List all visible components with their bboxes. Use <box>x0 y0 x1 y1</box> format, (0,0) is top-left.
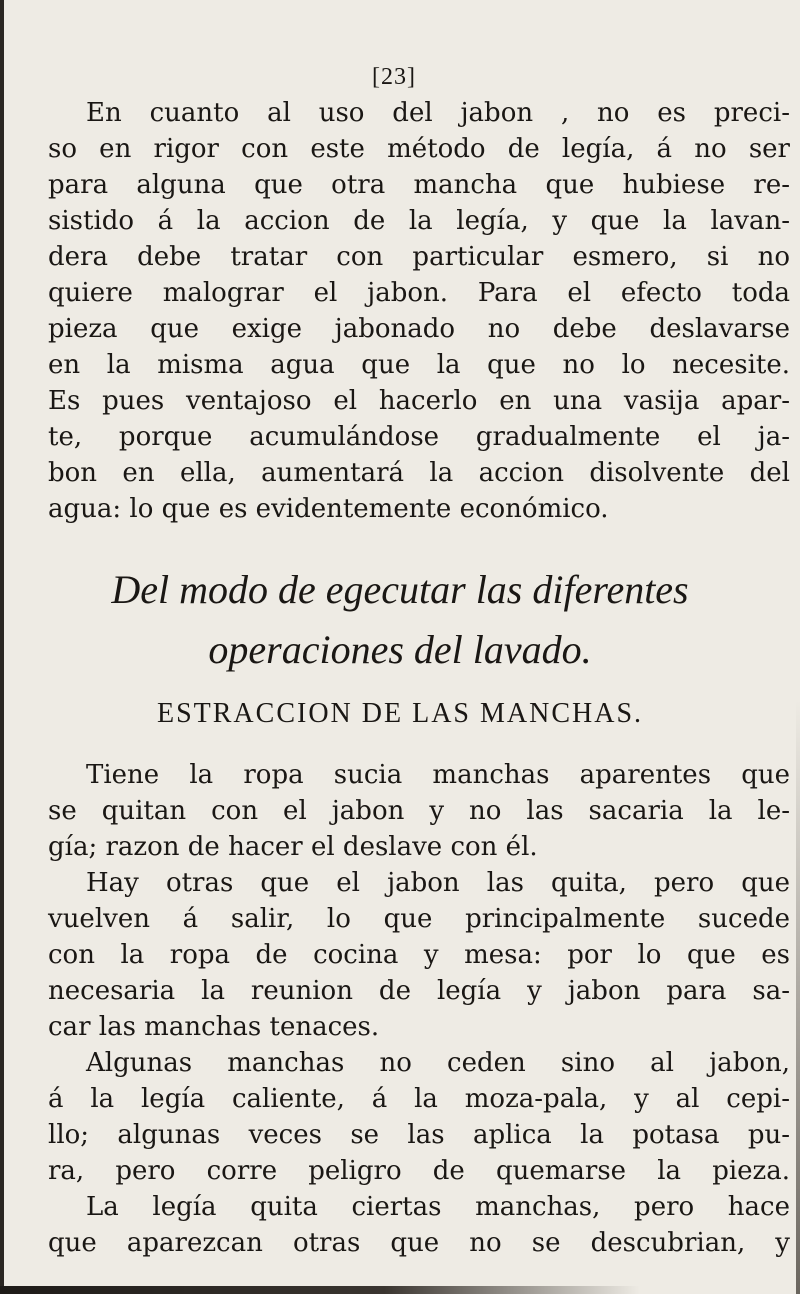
paragraph-1-line: para alguna que otra mancha que hubiese re- <box>48 170 790 200</box>
paragraph-5-line: La legía quita ciertas manchas, pero hace <box>86 1192 790 1222</box>
paragraph-3-line: Hay otras que el jabon las quita, pero que <box>86 868 790 898</box>
paragraph-2-line: Tiene la ropa sucia manchas aparentes que <box>86 760 790 790</box>
paragraph-1-line: quiere malograr el jabon. Para el efecto toda <box>48 278 790 308</box>
paragraph-3-line: vuelven á salir, lo que principalmente sucede <box>48 904 790 934</box>
paragraph-2-line: se quitan con el jabon y no las sacaria la le- <box>48 796 790 826</box>
section-heading-line: operaciones del lavado. <box>208 627 592 672</box>
paragraph-1-line: sistido á la accion de la legía, y que la lavan- <box>48 206 790 236</box>
paragraph-3-line: con la ropa de cocina y mesa: por lo que es <box>48 940 790 970</box>
paragraph-4-line: á la legía caliente, á la moza-pala, y al cepi- <box>48 1084 790 1114</box>
paragraph-1-line: so en rigor con este método de legía, á no ser <box>48 134 790 164</box>
subheading: ESTRACCION DE LAS MANCHAS. <box>156 698 644 729</box>
paragraph-4-line: Algunas manchas no ceden sino al jabon, <box>86 1048 790 1078</box>
paragraph-1-line: en la misma agua que la que no lo necesite. <box>48 350 790 380</box>
page-bottom-edge <box>0 1286 640 1294</box>
paragraph-2-line: gía; razon de hacer el deslave con él. <box>48 832 538 862</box>
paragraph-1-line: Es pues ventajoso el hacerlo en una vasija apar- <box>48 386 790 416</box>
paragraph-1-line: dera debe tratar con particular esmero, si no <box>48 242 790 272</box>
section-heading-line: Del modo de egecutar las diferentes <box>111 567 689 612</box>
page-right-shadow <box>796 700 800 1294</box>
paragraph-4-line: ra, pero corre peligro de quemarse la pieza. <box>48 1156 790 1186</box>
paragraph-1-line: En cuanto al uso del jabon , no es preci- <box>86 98 790 128</box>
paragraph-1-line: pieza que exige jabonado no debe deslavarse <box>48 314 790 344</box>
paragraph-5-line: que aparezcan otras que no se descubrian, y <box>48 1228 790 1258</box>
paragraph-4-line: llo; algunas veces se las aplica la potasa pu- <box>48 1120 790 1150</box>
page-number: [23] <box>372 64 416 90</box>
paragraph-3-line: car las manchas tenaces. <box>48 1012 380 1042</box>
paragraph-1-line: agua: lo que es evidentemente económico. <box>48 494 609 524</box>
paragraph-3-line: necesaria la reunion de legía y jabon para sa- <box>48 976 790 1006</box>
paragraph-1-line: bon en ella, aumentará la accion disolvente del <box>48 458 790 488</box>
paragraph-1-line: te, porque acumulándose gradualmente el ja- <box>48 422 790 452</box>
